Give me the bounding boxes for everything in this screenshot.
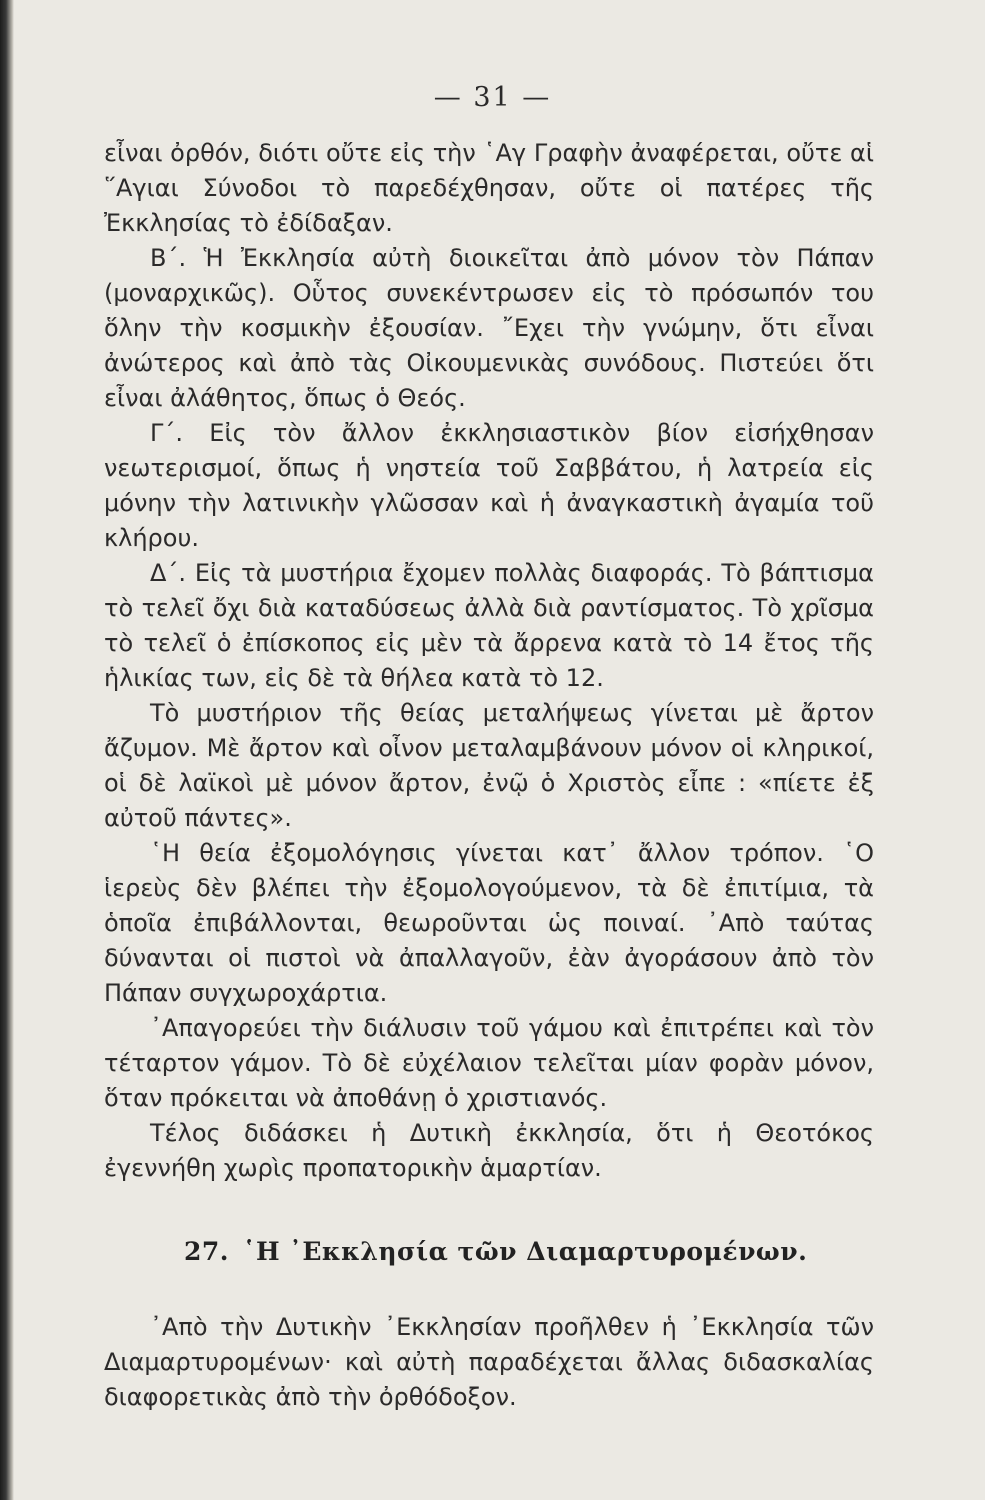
paragraph-communion: Τὸ μυστήριον τῆς θείας μεταλήψεως γίνεται μὲ ἄρτον ἄζυμον. Μὲ ἄρτον καὶ οἶνον μεταλαμβάνουν μόνον οἱ κληρικοί, οἱ δὲ λαϊκοὶ μὲ μόνον ἄρτον, ἐνῷ ὁ Χριστὸς εἶπε : «πίετε ἐξ αὐτοῦ πάντες». bbox=[104, 699, 874, 832]
paragraph-continuation: εἶναι ὀρθόν, διότι οὔτε εἰς τὴν ῾Αγ Γραφὴν ἀναφέρεται, οὔτε αἱ ῞Αγιαι Σύνοδοι τὸ παρεδέχθησαν, οὔτε οἱ πατέρες τῆς Ἐκκλησίας τὸ ἐδίδαξαν. bbox=[104, 139, 874, 237]
paragraph-marriage: ᾿Απαγορεύει τὴν διάλυσιν τοῦ γάμου καὶ ἐπιτρέπει καὶ τὸν τέταρτον γάμον. Τὸ δὲ εὐχέλαιον τελεῖται μίαν φορὰν μόνον, ὅταν πρόκειται νὰ ἀποθάνῃ ὁ χριστιανός. bbox=[104, 1014, 874, 1112]
paragraph-b: Β΄. Ἡ Ἐκκλησία αὐτὴ διοικεῖται ἀπὸ μόνον τὸν Πάπαν (μοναρχικῶς). Οὗτος συνεκέντρωσεν εἰς τὸ πρόσωπόν του ὅλην τὴν κοσμικὴν ἐξουσίαν. ῎Εχει τὴν γνώμην, ὅτι εἶναι ἀνώτερος καὶ ἀπὸ τὰς Οἰκουμενικὰς συνόδους. Πιστεύει ὅτι εἶναι ἀλάθητος, ὅπως ὁ Θεός. bbox=[104, 244, 874, 412]
paragraph-d: Δ΄. Εἰς τὰ μυστήρια ἔχομεν πολλὰς διαφοράς. Τὸ βάπτισμα τὸ τελεῖ ὄχι διὰ καταδύσεως ἀλλὰ διὰ ραντίσματος. Τὸ χρῖσμα τὸ τελεῖ ὁ ἐπίσκοπος εἰς μὲν τὰ ἄρρενα κατὰ τὸ 14 ἔτος τῆς ἡλικίας των, εἰς δὲ τὰ θήλεα κατὰ τὸ 12. bbox=[104, 559, 874, 692]
paragraph-c: Γ΄. Εἰς τὸν ἄλλον ἐκκλησιαστικὸν βίον εἰσήχθησαν νεωτερισμοί, ὅπως ἡ νηστεία τοῦ Σαββάτου, ἡ λατρεία εἰς μόνην τὴν λατινικὴν γλῶσσαν καὶ ἡ ἀναγκαστικὴ ἀγαμία τοῦ κλήρου. bbox=[104, 419, 874, 552]
section-heading bbox=[104, 1236, 874, 1268]
paragraph-confession: ῾Η θεία ἐξομολόγησις γίνεται κατ᾽ ἄλλον τρόπον. ῾Ο ἱερεὺς δὲν βλέπει τὴν ἐξομολογούμενον, τὰ δὲ ἐπιτίμια, τὰ ὁποῖα ἐπιβάλλονται, θεωροῦνται ὡς ποιναί. ᾿Απὸ ταύτας δύνανται οἱ πιστοὶ νὰ ἀπαλλαγοῦν, ἐὰν ἀγοράσουν ἀπὸ τὸν Πάπαν συγχωροχάρτια. bbox=[104, 839, 874, 1007]
paragraph-theotokos: Τέλος διδάσκει ἡ Δυτικὴ ἐκκλησία, ὅτι ἡ Θεοτόκος ἐγεννήθη χωρὶς προπατορικὴν ἁμαρτίαν. bbox=[104, 1119, 874, 1182]
section-title: ῾Η ᾿Εκκλησία τῶν Διαμαρτυρομένων. bbox=[243, 1237, 808, 1266]
section-paragraph: ᾿Απὸ τὴν Δυτικὴν ᾿Εκκλησίαν προῆλθεν ἡ ᾿Εκκλησία τῶν Διαμαρτυρομένων· καὶ αὐτὴ παραδέχεται ἄλλας διδασκαλίας διαφορετικὰς ἀπὸ τὴν ὀρθόδοξον. bbox=[104, 1313, 874, 1411]
page-number: — 31 — bbox=[433, 82, 552, 113]
body-text bbox=[104, 136, 874, 1415]
section-number: 27. bbox=[184, 1237, 229, 1266]
